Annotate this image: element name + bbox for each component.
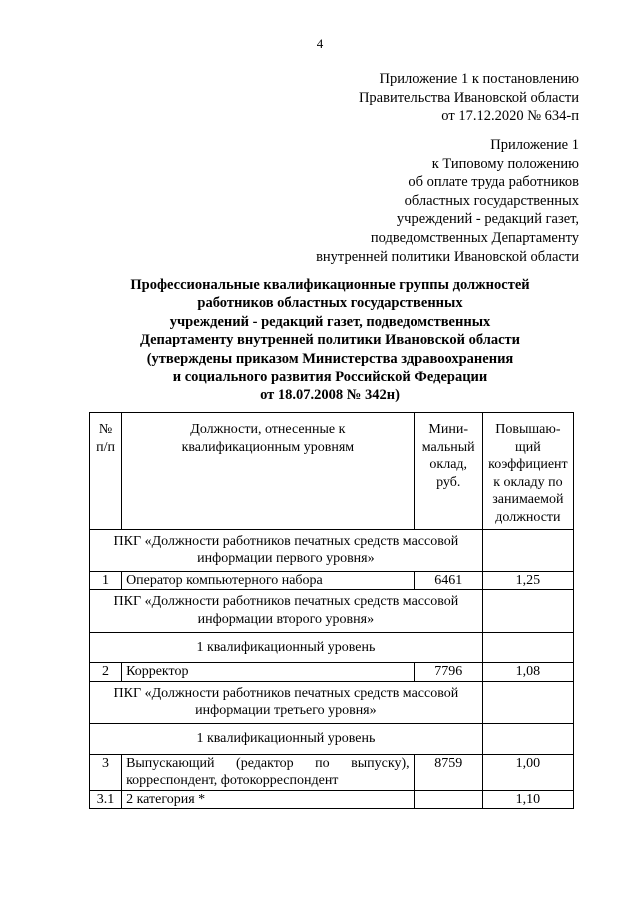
appendix-line: к Типовому положению <box>431 155 579 172</box>
document-title <box>0 276 640 405</box>
position-name: Корректор <box>122 663 415 682</box>
qualification-groups-table <box>89 412 574 809</box>
group-name: ПКГ «Должности работников печатных средств массовой информации первого уровня» <box>90 529 483 571</box>
table-row <box>90 681 574 723</box>
position-name: Оператор компьютерного набора <box>122 571 415 590</box>
table-header-row <box>90 413 574 530</box>
row-number: 1 <box>90 571 122 590</box>
row-number: 2 <box>90 663 122 682</box>
appendix-line: Приложение 1 <box>490 137 579 153</box>
appendix-regulation-reference <box>316 136 579 266</box>
table-row <box>90 754 574 790</box>
table-row <box>90 723 574 754</box>
min-salary <box>414 790 482 809</box>
position-name: 2 категория * <box>122 790 415 809</box>
appendix-line: учреждений - редакций газет, <box>396 211 579 228</box>
coefficient: 1,10 <box>482 790 573 809</box>
row-number: 3.1 <box>90 790 122 809</box>
appendix-line: подведомственных Департаменту <box>370 229 579 246</box>
page-number: 4 <box>316 36 324 51</box>
empty-cell <box>482 590 573 632</box>
header-min-salary: Мини- мальный оклад, руб. <box>414 413 482 530</box>
title-line: от 18.07.2008 № 342н) <box>260 387 400 404</box>
row-number: 3 <box>90 754 122 790</box>
title-line: работников областных государственных <box>197 295 463 312</box>
appendix-line: Приложение 1 к постановлению <box>379 71 579 87</box>
appendix-line: внутренней политики Ивановской области <box>316 248 579 265</box>
header-position: Должности, отнесенные к квалификационным уровням <box>122 413 415 530</box>
table-row <box>90 529 574 571</box>
header-number: № п/п <box>90 413 122 530</box>
appendix-line: от 17.12.2020 № 634-п <box>441 108 579 125</box>
table-row <box>90 790 574 809</box>
group-name: ПКГ «Должности работников печатных средств массовой информации второго уровня» <box>90 590 483 632</box>
empty-cell <box>482 723 573 754</box>
table-row <box>90 571 574 590</box>
table-row <box>90 663 574 682</box>
title-line: Профессиональные квалификационные группы должностей <box>130 277 530 293</box>
qualification-level: 1 квалификационный уровень <box>90 723 483 754</box>
title-line: и социального развития Российской Федерации <box>172 369 488 386</box>
title-line: (утверждены приказом Министерства здравоохранения <box>146 350 514 367</box>
table-row <box>90 590 574 632</box>
group-name: ПКГ «Должности работников печатных средств массовой информации третьего уровня» <box>90 681 483 723</box>
appendix-resolution-reference <box>359 70 579 126</box>
empty-cell <box>482 529 573 571</box>
header-coefficient: Повышаю- щий коэффициент к окладу по занимаемой должности <box>482 413 573 530</box>
appendix-line: об оплате труда работников <box>408 174 579 191</box>
appendix-line: Правительства Ивановской области <box>358 89 579 106</box>
min-salary: 7796 <box>414 663 482 682</box>
title-line: учреждений - редакций газет, подведомственных <box>169 313 491 330</box>
empty-cell <box>482 632 573 663</box>
qualification-level: 1 квалификационный уровень <box>90 632 483 663</box>
table-row <box>90 632 574 663</box>
title-line: Департаменту внутренней политики Ивановской области <box>139 332 521 349</box>
coefficient: 1,00 <box>482 754 573 790</box>
position-name: Выпускающий (редактор по выпуску), корреспондент, фотокорреспондент <box>122 754 415 790</box>
empty-cell <box>482 681 573 723</box>
min-salary: 8759 <box>414 754 482 790</box>
min-salary: 6461 <box>414 571 482 590</box>
coefficient: 1,08 <box>482 663 573 682</box>
appendix-line: областных государственных <box>404 192 579 209</box>
coefficient: 1,25 <box>482 571 573 590</box>
